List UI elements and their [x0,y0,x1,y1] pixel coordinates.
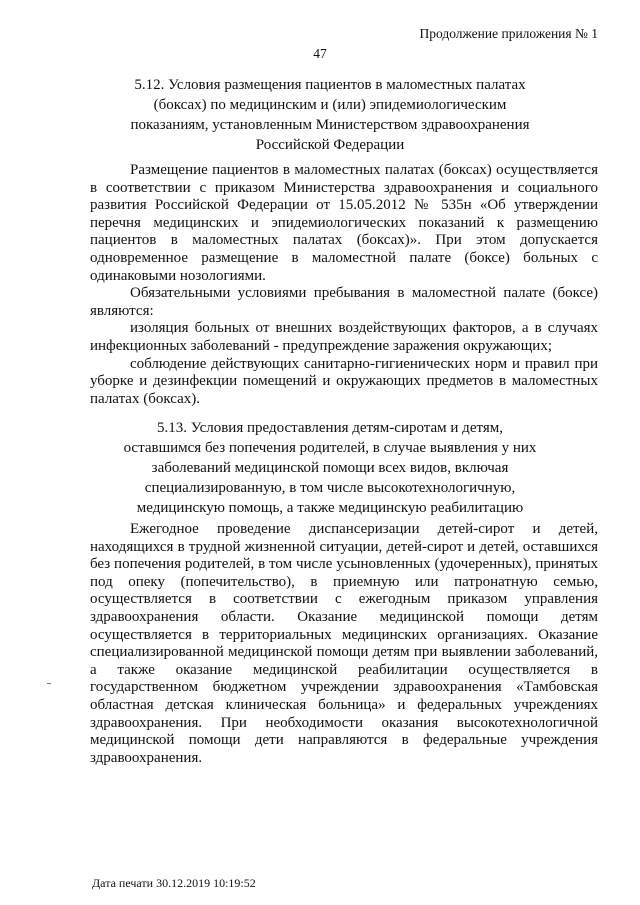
margin-mark [47,683,51,684]
paragraph: соблюдение действующих санитарно-гигиенических норм и правил при уборке и дезинфекции помещений и окружающих предметов в маломестных палатах (боксах). [90,355,598,407]
section-5-12-body [90,162,598,408]
appendix-continuation-note: Продолжение приложения № 1 [419,26,598,41]
paragraph: изоляция больных от внешних воздействующих факторов, а в случаях инфекционных заболеваний - предупреждение заражения окружающих; [90,320,598,354]
section-5-13-heading [120,418,540,518]
heading-line: 5.12. Условия размещения пациентов в маломестных палатах [134,77,526,93]
heading-line: специализированную, в том числе высокотехнологичную, [144,480,516,496]
heading-line: медицинскую помощь, а также медицинскую реабилитацию [136,500,524,516]
heading-line: Российской Федерации [255,137,405,153]
paragraph: Ежегодное проведение диспансеризации детей-сирот и детей, находящихся в трудной жизненной ситуации, детей-сирот и детей, оставшихся без попечения родителей, в том числе усыновленных (удочеренных), принятых под опеку (попечительство), в приемную или патронатную семью, осуществляется в соответствии с ежегодным приказом управления здравоохранения области. Оказание медицинской помощи детям осуществляется в территориальных медицинских организациях. Оказание специализированной медицинской помощи детям при выявлении заболеваний, а также оказание медицинской реабилитации осуществляется в государственном бюджетном учреждении здравоохранения «Тамбовская областная детская клиническая больница» и федеральных учреждениях здравоохранения. При необходимости оказания высокотехнологичной медицинской помощи дети направляются в федеральные учреждения здравоохранения. [90,521,598,766]
paragraph: Размещение пациентов в маломестных палатах (боксах) осуществляется в соответствии с приказом Министерства здравоохранения и социального развития Российской Федерации от 15.05.2012 № 535н «Об утверждении перечня медицинских и эпидемиологических показаний к размещению пациентов в маломестных палатах (боксах)». При этом допускается одновременное размещение в маломестной палате (боксе) больных с одинаковыми нозологиями. [90,162,598,284]
page-number: 47 [313,46,327,61]
heading-line: 5.13. Условия предоставления детям-сиротам и детям, [157,420,503,436]
section-5-13-body [90,521,598,767]
print-date: Дата печати 30.12.2019 10:19:52 [92,876,256,890]
heading-line: заболеваний медицинской помощи всех видов, включая [151,460,509,476]
section-5-12-heading [120,75,540,155]
heading-line: показаниям, установленным Министерством здравоохранения [130,117,530,133]
heading-line: (боксах) по медицинским и (или) эпидемиологическим [153,97,507,113]
paragraph: Обязательными условиями пребывания в маломестной палате (боксе) являются: [90,285,598,319]
heading-line: оставшимся без попечения родителей, в случае выявления у них [123,440,537,456]
